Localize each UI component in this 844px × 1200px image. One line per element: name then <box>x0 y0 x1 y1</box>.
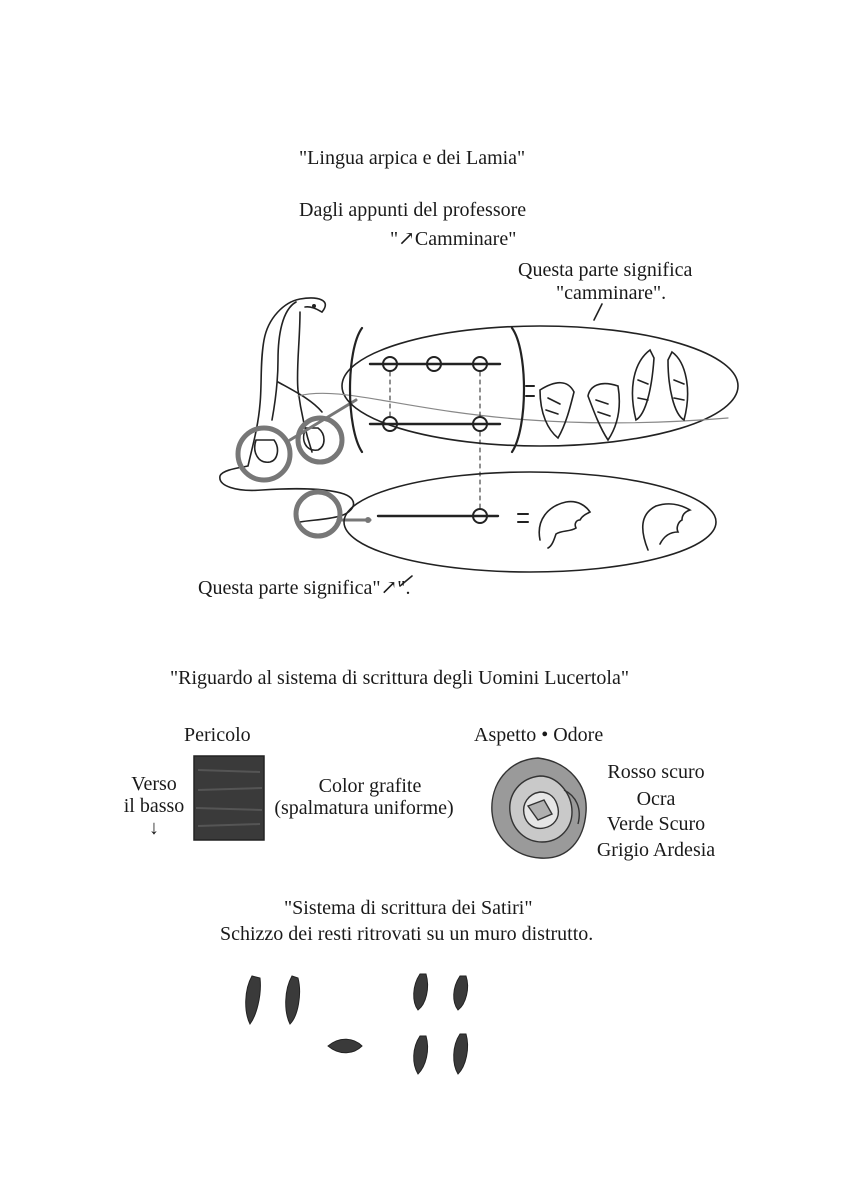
lizard-title: "Riguardo al sistema di scrittura degli Uomini Lucertola" <box>170 667 629 689</box>
satyr-glyph <box>286 976 300 1024</box>
satyr-glyph <box>414 974 428 1010</box>
satyr-subtitle: Schizzo dei resti ritrovati su un muro distrutto. <box>220 923 594 945</box>
satyr-glyphs <box>246 974 468 1074</box>
eagle-head-icon <box>539 502 590 548</box>
down-arrow-icon: ↓ <box>149 817 159 839</box>
color-line2: (spalmatura uniforme) <box>274 797 454 819</box>
top-ellipse <box>342 326 738 446</box>
satyr-glyph <box>454 976 468 1010</box>
color-name: Verde Scuro <box>606 813 706 835</box>
lamia-word: "↗Camminare" <box>390 228 517 250</box>
lamia-figure <box>220 298 354 522</box>
wing-icon <box>540 383 574 438</box>
lamia-title: "Lingua arpica e dei Lamia" <box>299 147 526 169</box>
danger-label: Pericolo <box>184 724 251 746</box>
color-name: Grigio Ardesia <box>596 839 716 861</box>
color-line1: Color grafite <box>318 775 422 797</box>
satyr-glyph <box>414 1036 428 1074</box>
highlight-circle <box>298 418 342 462</box>
lamia-subtitle: Dagli appunti del professore <box>299 199 527 221</box>
color-name: Ocra <box>636 788 676 810</box>
label-top-line2: "camminare". <box>556 282 667 304</box>
wing-icon <box>632 350 654 420</box>
bottom-ellipse <box>344 472 716 572</box>
rose-swatch <box>492 758 586 858</box>
wing-icon <box>668 352 688 420</box>
lamia-diagram <box>220 298 738 586</box>
label-top-line1: Questa parte significa <box>518 259 693 281</box>
graphite-swatch <box>194 756 264 840</box>
color-name: Rosso scuro <box>607 761 705 783</box>
wing-icon <box>588 384 619 440</box>
satyr-glyph <box>246 976 261 1024</box>
direction-line2: il basso <box>123 795 185 817</box>
satyr-glyph <box>328 1039 362 1053</box>
highlight-circle <box>296 492 340 536</box>
eagle-head-icon <box>643 504 690 550</box>
satyr-title: "Sistema di scrittura dei Satiri" <box>284 897 533 919</box>
label-bottom: Questa parte significa"↗". <box>198 577 411 599</box>
highlight-circle <box>238 428 290 480</box>
satyr-glyph <box>454 1034 468 1074</box>
direction-line1: Verso <box>131 773 177 795</box>
aspect-label: Aspetto • Odore <box>474 724 604 746</box>
